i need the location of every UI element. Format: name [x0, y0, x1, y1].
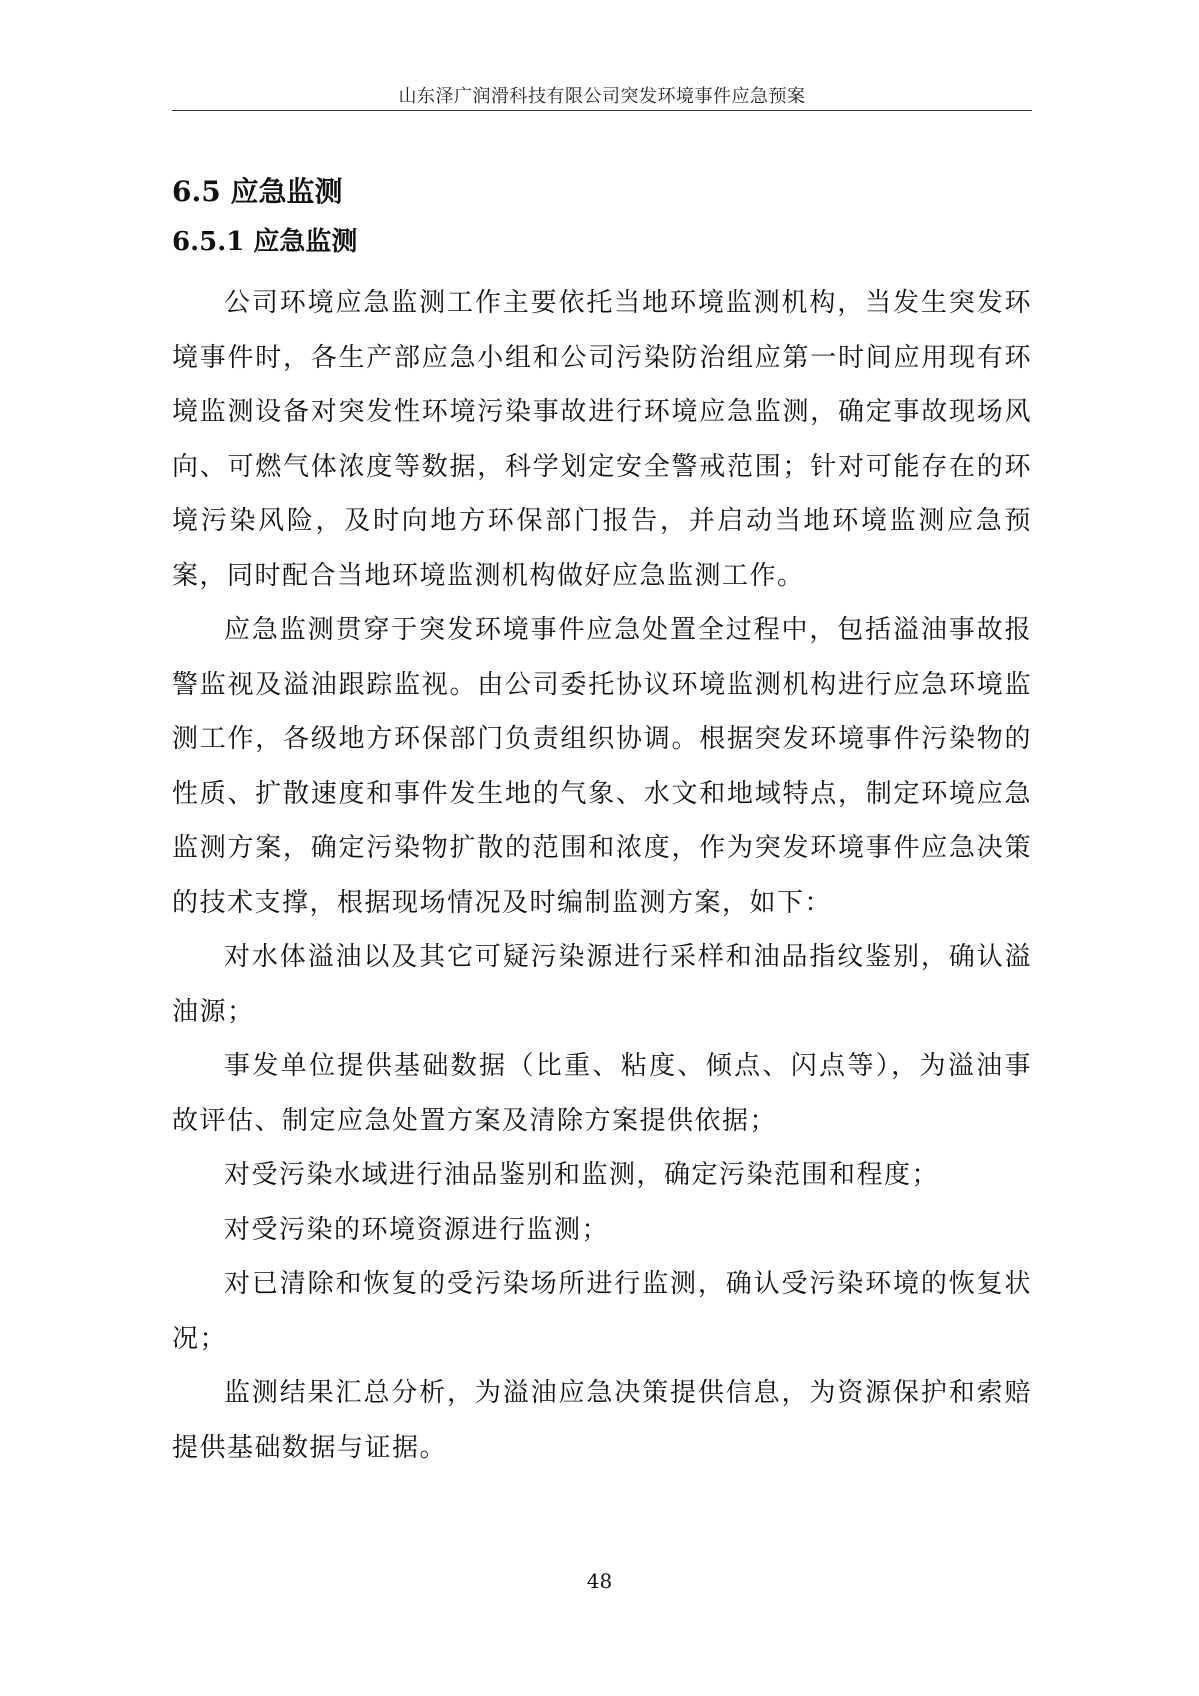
paragraph-7: 对已清除和恢复的受污染场所进行监测，确认受污染环境的恢复状况；	[172, 1269, 1032, 1354]
paragraph-6: 对受污染的环境资源进行监测；	[224, 1214, 610, 1245]
paragraph-2: 应急监测贯穿于突发环境事件应急处置全过程中，包括溢油事故报警监视及溢油跟踪监视。由公司委托协议环境监测机构进行应急环境监测工作，各级地方环保部门负责组织协调。根据突发环境事件污染物的性质、扩散速度和事件发生地的气象、水文和地域特点，制定环境应急监测方案，确定污染物扩散的范围和浓度，作为突发环境事件应急决策的技术支撑，根据现场情况及时编制监测方案，如下：	[172, 615, 1032, 918]
running-header: 山东泽广润滑科技有限公司突发环境事件应急预案	[398, 86, 806, 107]
header-divider	[172, 110, 1032, 111]
page-body	[172, 172, 1032, 1475]
paragraph-1: 公司环境应急监测工作主要依托当地环境监测机构，当发生突发环境事件时，各生产部应急小组和公司污染防治组应第一时间应用现有环境监测设备对突发性环境污染事故进行环境应急监测，确定事故现场风向、可燃气体浓度等数据，科学划定安全警戒范围；针对可能存在的环境污染风险，及时向地方环保部门报告，并启动当地环境监测应急预案，同时配合当地环境监测机构做好应急监测工作。	[172, 288, 1032, 591]
section-title: 6.5 应急监测	[172, 175, 343, 208]
subsection-title: 6.5.1 应急监测	[172, 227, 358, 257]
paragraph-4: 事发单位提供基础数据（比重、粘度、倾点、闪点等），为溢油事故评估、制定应急处置方案及清除方案提供依据；	[172, 1051, 1032, 1136]
page-number: 48	[586, 1569, 613, 1593]
paragraph-8: 监测结果汇总分析，为溢油应急决策提供信息，为资源保护和索赔提供基础数据与证据。	[172, 1378, 1032, 1463]
paragraph-5: 对受污染水域进行油品鉴别和监测，确定污染范围和程度；	[224, 1160, 940, 1190]
paragraph-3: 对水体溢油以及其它可疑污染源进行采样和油品指纹鉴别，确认溢油源；	[172, 942, 1032, 1027]
